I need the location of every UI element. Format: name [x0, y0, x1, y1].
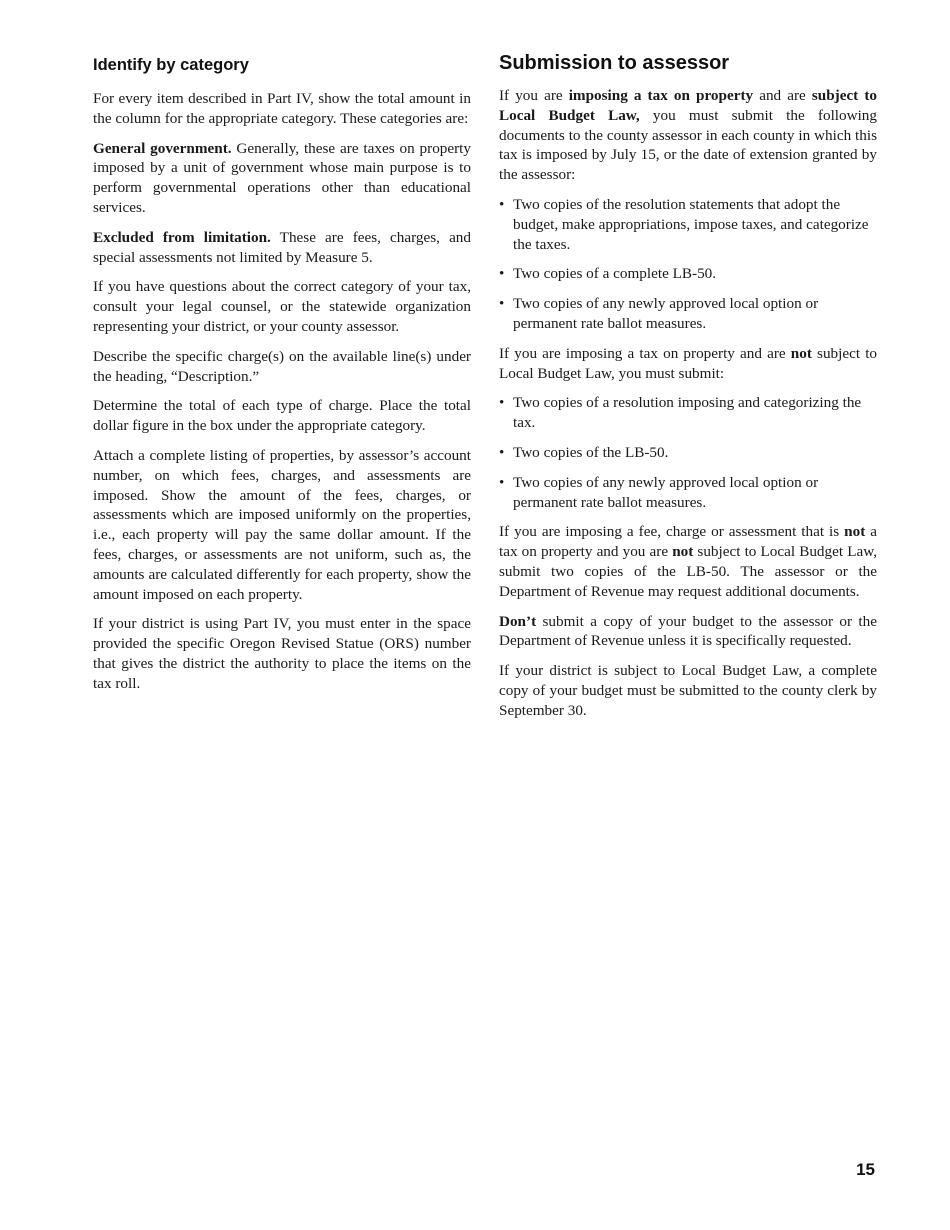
not-subject-documents-list: [499, 393, 877, 512]
general-government-label: General government.: [93, 139, 232, 157]
attach-paragraph: Attach a complete listing of properties, by assessor’s account number, on which fees, charges, and assessments are imposed. Show the amount of the fees, charges, or assessments which are imposed uniformly on the properties, i.e., each property will pay the same dollar amount. If the fees, charges, or assessments are not uniform, such as, the amounts are calculated differently for each property, show the amount imposed on each property.: [93, 446, 471, 603]
excluded-paragraph: Excluded from limitation. These are fees, charges, and special assessments not limited by Measure 5.: [93, 228, 471, 266]
right-column: [499, 52, 877, 731]
list-item: • Two copies of a complete LB-50.: [499, 265, 717, 283]
subject-documents-list: [499, 195, 877, 334]
list-item: • Two copies of the resolution statements that adopt the budget, make appropriations, impose taxes, and categorize the taxes.: [499, 195, 869, 253]
page-number: 15: [856, 1160, 875, 1179]
list-item: • Two copies of any newly approved local option or permanent rate ballot measures.: [499, 473, 819, 511]
list-item: • Two copies of the LB-50.: [499, 443, 669, 461]
intro-paragraph: For every item described in Part IV, show the total amount in the column for the appropriate category. These categories are:: [93, 90, 471, 127]
describe-paragraph: Describe the specific charge(s) on the available line(s) under the heading, “Description.”: [93, 347, 471, 385]
county-clerk-paragraph: If your district is subject to Local Budget Law, a complete copy of your budget must be submitted to the county clerk by September 30.: [499, 662, 877, 719]
fee-paragraph: If you are imposing a fee, charge or assessment that is not a tax on property and you are not subject to Local Budget Law, submit two copies of the LB-50. The assessor or the Department of Revenue may request additional documents.: [499, 523, 877, 600]
submission-heading: Submission to assessor: [499, 52, 730, 74]
determine-paragraph: Determine the total of each type of charge. Place the total dollar figure in the box under the appropriate category.: [93, 397, 471, 435]
questions-paragraph: If you have questions about the correct category of your tax, consult your legal counsel, or the statewide organization representing your district, or your county assessor.: [93, 278, 471, 335]
excluded-label: Excluded from limitation.: [93, 228, 271, 246]
subject-paragraph: If you are imposing a tax on property and are subject to Local Budget Law, you must submit the following documents to the county assessor in each county in which this tax is imposed by July 15, or the date of extension granted by the assessor:: [499, 87, 877, 184]
list-item: • Two copies of a resolution imposing and categorizing the tax.: [499, 394, 862, 432]
not-subject-paragraph: If you are imposing a tax on property and are not subject to Local Budget Law, you must submit:: [499, 344, 878, 382]
left-column: [93, 52, 471, 704]
identify-by-category-heading: Identify by category: [93, 56, 249, 74]
part-iv-paragraph: If your district is using Part IV, you must enter in the space provided the specific Oregon Revised Statue (ORS) number that gives the district the authority to place the items on the tax roll.: [93, 615, 471, 692]
general-government-paragraph: General government. Generally, these are taxes on property imposed by a unit of government whose main purpose is to perform governmental operations other than educational services.: [93, 139, 471, 216]
list-item: • Two copies of any newly approved local option or permanent rate ballot measures.: [499, 295, 819, 332]
dont-submit-paragraph: Don’t submit a copy of your budget to the assessor or the Department of Revenue unless it is specifically requested.: [499, 612, 877, 650]
